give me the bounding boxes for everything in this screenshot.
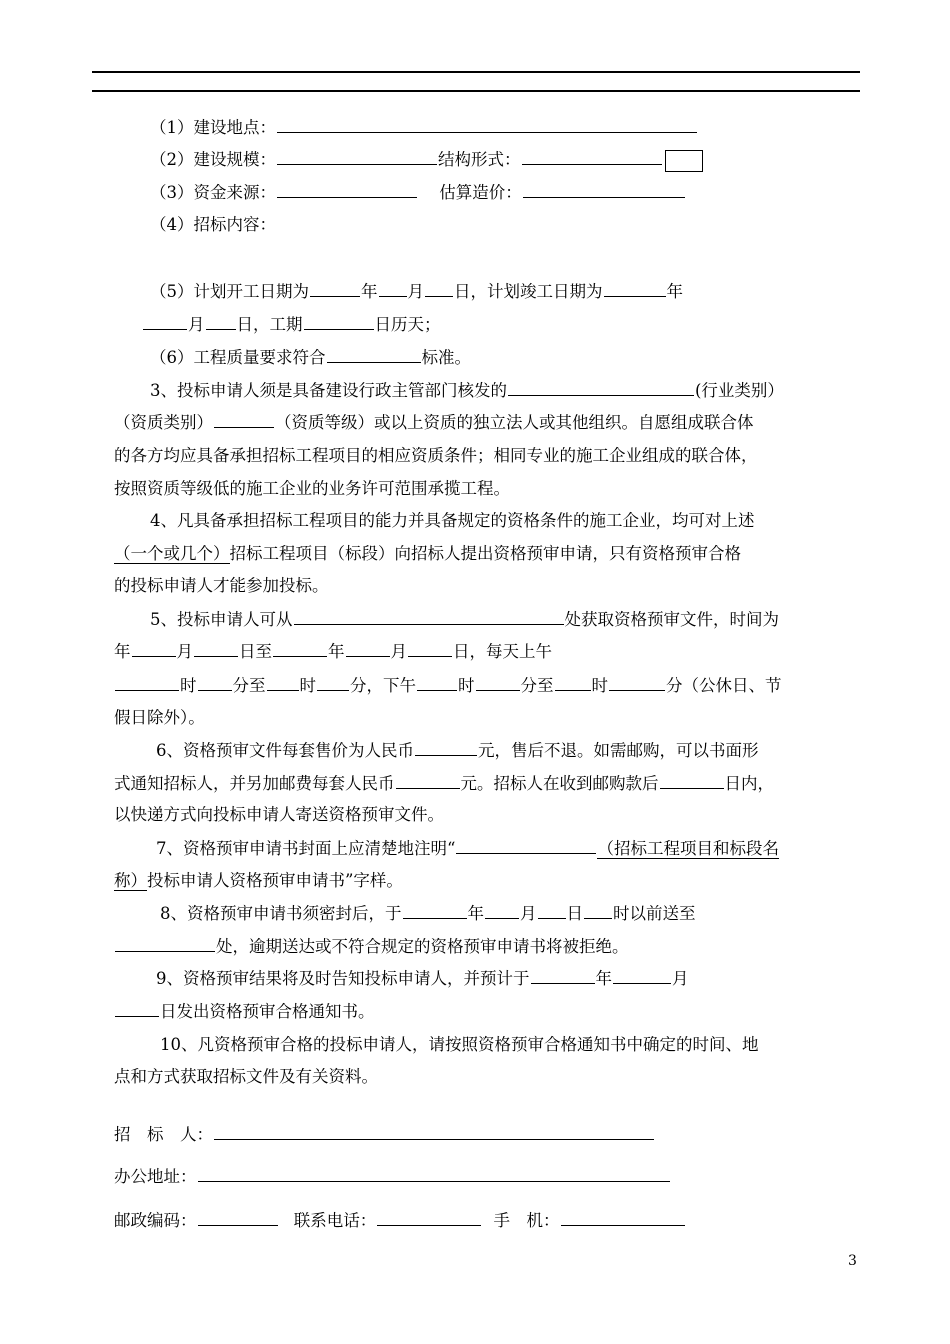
- postcode-label: 邮政编码：: [114, 1211, 197, 1230]
- start-month-field[interactable]: [379, 281, 407, 297]
- unit-month: 月: [390, 642, 407, 661]
- deadline-hour-field[interactable]: [584, 903, 612, 919]
- header-rule-bottom: [92, 90, 860, 92]
- page-number: 3: [848, 1253, 857, 1269]
- quality-field[interactable]: [327, 347, 421, 363]
- para-5-line-2: [114, 641, 552, 662]
- unit-year: 年: [666, 282, 683, 301]
- funding-field[interactable]: [277, 182, 417, 198]
- para-7-text: 7、资格预审申请书封面上应清楚地注明“: [156, 839, 456, 858]
- item-5-line-2: [142, 314, 441, 335]
- postcode-field[interactable]: [198, 1210, 278, 1226]
- pm-hour2-field[interactable]: [555, 675, 591, 691]
- start-day-field[interactable]: [425, 281, 453, 297]
- para-5-text: 日，每天上午: [453, 642, 552, 661]
- tenderer-line: [114, 1124, 655, 1145]
- para-5-text: 处获取资格预审文件，时间为: [564, 610, 779, 629]
- unit-year: 年: [361, 282, 378, 301]
- para-4-line-2: [114, 544, 741, 564]
- item-3-line: [150, 182, 686, 203]
- address-line: [114, 1166, 671, 1187]
- cost-field[interactable]: [523, 182, 685, 198]
- para-5-line-3: [114, 675, 782, 696]
- unit-min-pm: 分，下午: [350, 676, 416, 695]
- qual-level-field[interactable]: [214, 412, 274, 428]
- notice-year-field[interactable]: [531, 968, 595, 984]
- unit-year: 年: [114, 642, 131, 661]
- am-min2-field[interactable]: [317, 675, 349, 691]
- mobile-label: 手 机：: [493, 1211, 560, 1230]
- unit-month: 月: [188, 315, 205, 334]
- am-hour-field[interactable]: [115, 675, 179, 691]
- days-field[interactable]: [660, 773, 724, 789]
- deadline-year-field[interactable]: [403, 903, 467, 919]
- unit-min-to: 分至: [232, 676, 266, 695]
- para-8-text: 处，逾期送达或不符合规定的资格预审申请书将被拒绝。: [216, 937, 629, 956]
- item-1-label: （1）建设地点：: [150, 118, 276, 137]
- pm-min-field[interactable]: [476, 675, 520, 691]
- from-day-field[interactable]: [194, 641, 238, 657]
- unit-month: 月: [520, 904, 537, 923]
- para-3-line-2: [114, 412, 754, 433]
- para-7-underlined: 称）: [114, 871, 147, 890]
- item-6-tail: 标准。: [421, 348, 471, 367]
- para-9-line-2: [114, 1001, 375, 1022]
- para-5-line-1: [150, 609, 779, 630]
- para-4-text: 招标工程项目（标段）向招标人提出资格预审申请，只有资格预审合格: [229, 544, 741, 563]
- scope-underlined: （一个或几个）: [114, 544, 230, 563]
- unit-day: 日: [566, 904, 583, 923]
- item-3-label: （3）资金来源：: [150, 183, 276, 202]
- project-name-field[interactable]: [456, 838, 596, 854]
- item-6-line: [150, 347, 471, 368]
- para-7-underlined: （招标工程项目和标段名: [597, 839, 779, 858]
- to-month-field[interactable]: [346, 641, 390, 657]
- para-10-line-2: 点和方式获取招标文件及有关资料。: [114, 1067, 378, 1086]
- address-label: 办公地址：: [114, 1167, 197, 1186]
- to-year-field[interactable]: [273, 641, 327, 657]
- para-6-line-3: 以快递方式向投标申请人寄送资格预审文件。: [114, 805, 444, 824]
- cost-label: 估算造价：: [439, 183, 522, 202]
- scale-field[interactable]: [277, 149, 437, 165]
- duration-unit: 日历天；: [374, 315, 441, 334]
- para-7-line-1: [156, 838, 779, 859]
- submit-place-field[interactable]: [115, 936, 215, 952]
- para-6-text: 日内，: [724, 774, 774, 793]
- am-min-field[interactable]: [198, 675, 232, 691]
- para-6-line-2: [114, 773, 774, 794]
- para-5-line-4: 假日除外）。: [114, 708, 205, 727]
- item-6-label: （6）工程质量要求符合: [150, 348, 326, 367]
- structure-box[interactable]: [665, 150, 703, 172]
- para-6-text: 元。招标人在收到邮购款后: [460, 774, 659, 793]
- address-field[interactable]: [198, 1166, 670, 1182]
- structure-label: 结构形式：: [438, 150, 521, 169]
- unit-month: 月: [176, 642, 193, 661]
- unit-month: 月: [407, 282, 424, 301]
- item-5-line: [150, 281, 683, 302]
- para-9-text: 9、资格预审结果将及时告知投标申请人，并预计于: [156, 969, 530, 988]
- tenderer-field[interactable]: [214, 1124, 654, 1140]
- industry-label: (行业类别）: [695, 381, 784, 400]
- unit-year: 年: [467, 904, 484, 923]
- unit-hour: 时: [591, 676, 608, 695]
- industry-field[interactable]: [508, 380, 694, 396]
- pm-hour-field[interactable]: [417, 675, 457, 691]
- item-2-label: （2）建设规模：: [150, 150, 276, 169]
- para-8-line-2: [114, 936, 629, 957]
- item-1-line: [150, 117, 698, 138]
- para-9-line-1: [156, 968, 689, 989]
- item-4-line: [150, 215, 276, 235]
- to-day-field[interactable]: [408, 641, 452, 657]
- para-7-line-2: [114, 871, 403, 891]
- para-3-text: 3、投标申请人须是具备建设行政主管部门核发的: [150, 381, 507, 400]
- unit-min-to: 分至: [520, 676, 554, 695]
- end-month-field[interactable]: [143, 314, 187, 330]
- unit-hour: 时: [458, 676, 475, 695]
- para-7-text: 投标申请人资格预审申请书”字样。: [147, 871, 403, 890]
- price-field[interactable]: [415, 740, 477, 756]
- para-6-text: 元，售后不退。如需邮购，可以书面形: [478, 741, 759, 760]
- mobile-field[interactable]: [561, 1210, 685, 1226]
- unit-year: 年: [328, 642, 345, 661]
- qual-type-label: （资质类别）: [114, 413, 213, 432]
- para-3-text: （资质等级）或以上资质的独立法人或其他组织。自愿组成联合体: [275, 413, 754, 432]
- para-5-text: 5、投标申请人可从: [150, 610, 293, 629]
- para-8-line-1: [160, 903, 696, 924]
- location-field[interactable]: [277, 117, 697, 133]
- unit-month: 月: [672, 969, 689, 988]
- para-4-line-3: 的投标申请人才能参加投标。: [114, 576, 329, 595]
- para-6-text: 式通知招标人，并另加邮费每套人民币: [114, 774, 395, 793]
- duration-field[interactable]: [304, 314, 374, 330]
- start-year-field[interactable]: [310, 281, 360, 297]
- header-rule-top: [92, 71, 860, 73]
- notice-day-field[interactable]: [115, 1001, 159, 1017]
- para-8-text: 8、资格预审申请书须密封后，于: [160, 904, 402, 923]
- unit-day-to: 日至: [239, 642, 272, 661]
- tenderer-label: 招 标 人：: [114, 1125, 213, 1144]
- from-month-field[interactable]: [132, 641, 176, 657]
- duration-label: 日，工期: [236, 315, 303, 334]
- para-10-line-1: 10、凡资格预审合格的投标申请人，请按照资格预审合格通知书中确定的时间、地: [160, 1035, 759, 1054]
- notice-month-field[interactable]: [613, 968, 671, 984]
- item-4-label: （4）招标内容：: [150, 215, 276, 234]
- structure-field[interactable]: [522, 149, 662, 165]
- unit-year: 年: [595, 969, 612, 988]
- contact-line: [114, 1210, 686, 1231]
- unit-hour: 时: [299, 676, 316, 695]
- deadline-month-field[interactable]: [485, 903, 519, 919]
- end-year-field[interactable]: [604, 281, 666, 297]
- para-3-line-3: 的各方均应具备承担招标工程项目的相应资质条件；相同专业的施工企业组成的联合体，: [114, 446, 758, 465]
- para-4-line-1: 4、凡具备承担招标工程项目的能力并具备规定的资格条件的施工企业，均可对上述: [150, 511, 755, 530]
- end-day-field[interactable]: [206, 314, 236, 330]
- item-5-mid: 日，计划竣工日期为: [454, 282, 603, 301]
- item-2-line: [150, 149, 703, 172]
- para-9-text: 日发出资格预审合格通知书。: [160, 1002, 375, 1021]
- item-5-label: （5）计划开工日期为: [150, 282, 309, 301]
- phone-field[interactable]: [377, 1210, 481, 1226]
- am-hour2-field[interactable]: [267, 675, 299, 691]
- unit-hour: 时: [180, 676, 197, 695]
- deadline-day-field[interactable]: [538, 903, 566, 919]
- para-6-line-1: [156, 740, 759, 761]
- para-3-line-1: [150, 380, 784, 401]
- para-3-line-4: 按照资质等级低的施工企业的业务许可范围承揽工程。: [114, 479, 510, 498]
- phone-label: 联系电话：: [293, 1211, 377, 1230]
- postage-field[interactable]: [396, 773, 460, 789]
- obtain-place-field[interactable]: [294, 609, 564, 625]
- para-8-text: 时以前送至: [613, 904, 696, 923]
- para-6-text: 6、资格预审文件每套售价为人民币: [156, 741, 414, 760]
- para-5-text: 分（公休日、节: [666, 676, 782, 695]
- pm-min2-field[interactable]: [609, 675, 665, 691]
